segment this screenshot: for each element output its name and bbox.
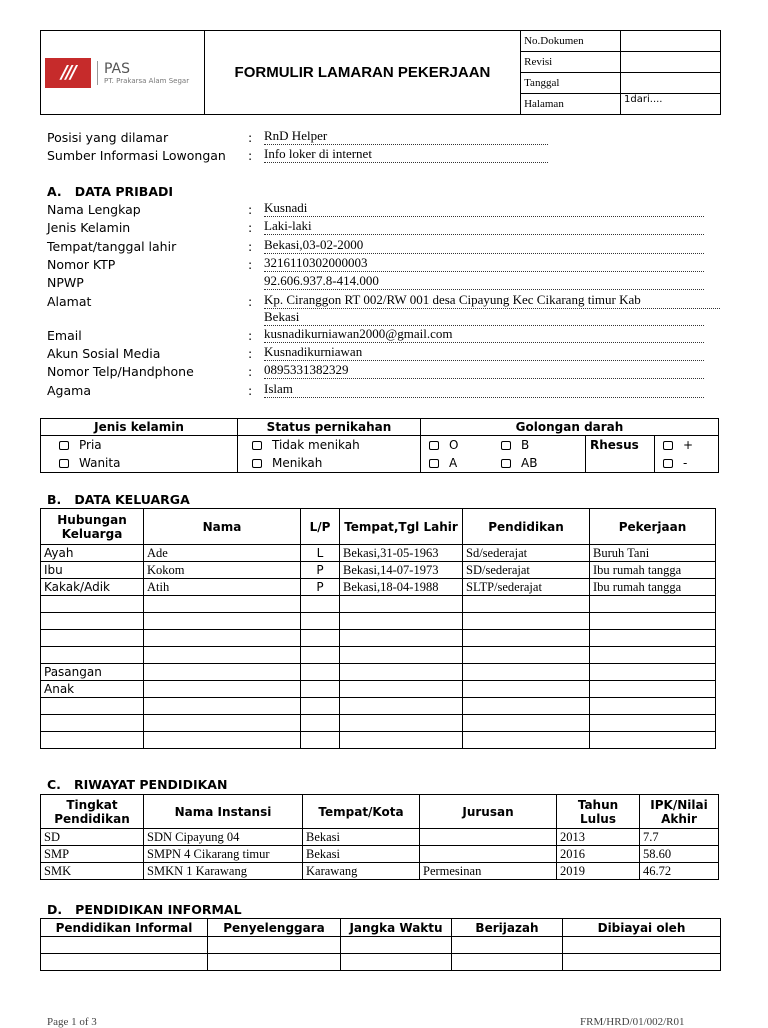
value-email: kusnadikurniawan2000@gmail.com bbox=[264, 326, 704, 343]
table-cell bbox=[340, 647, 463, 664]
table-cell bbox=[463, 630, 590, 647]
table-cell bbox=[341, 954, 452, 971]
table-cell bbox=[301, 596, 340, 613]
table-cell: Ibu bbox=[41, 562, 144, 579]
label-nama: Nama Lengkap bbox=[47, 202, 141, 217]
table-row bbox=[41, 562, 716, 579]
table-cell: P bbox=[301, 579, 340, 596]
label-jenis-kelamin: Jenis Kelamin bbox=[47, 220, 131, 235]
table-cell bbox=[590, 715, 716, 732]
edu-header: Tahun Lulus bbox=[557, 795, 640, 829]
rhesus-label: Rhesus bbox=[585, 436, 655, 472]
table-cell bbox=[340, 698, 463, 715]
table-row bbox=[41, 863, 719, 880]
table-cell bbox=[301, 647, 340, 664]
table-cell: Sd/sederajat bbox=[463, 545, 590, 562]
family-header: Nama bbox=[144, 509, 301, 545]
table-cell bbox=[144, 681, 301, 698]
informal-header: Jangka Waktu bbox=[341, 919, 452, 937]
section-c-title: C. RIWAYAT PENDIDIKAN bbox=[47, 777, 228, 792]
value-nama: Kusnadi bbox=[264, 200, 704, 217]
table-cell bbox=[144, 715, 301, 732]
value-agama: Islam bbox=[264, 381, 704, 398]
table-cell: SDN Cipayung 04 bbox=[144, 829, 303, 846]
table-cell: Ibu rumah tangga bbox=[590, 562, 716, 579]
label-alamat: Alamat bbox=[47, 294, 92, 309]
value-telp: 0895331382329 bbox=[264, 362, 704, 379]
table-cell bbox=[463, 613, 590, 630]
section-b-title: B. DATA KELUARGA bbox=[47, 492, 190, 507]
label-sosmed: Akun Sosial Media bbox=[47, 346, 161, 361]
education-table bbox=[40, 794, 719, 880]
family-header: Pendidikan bbox=[463, 509, 590, 545]
family-table bbox=[40, 508, 716, 749]
table-cell bbox=[340, 732, 463, 749]
table-cell bbox=[144, 596, 301, 613]
marital-options bbox=[238, 436, 421, 473]
family-header: Pekerjaan bbox=[590, 509, 716, 545]
edu-header: Tingkat Pendidikan bbox=[41, 795, 144, 829]
value-jenis-kelamin: Laki-laki bbox=[264, 218, 704, 235]
edu-header: IPK/Nilai Akhir bbox=[640, 795, 719, 829]
table-cell bbox=[420, 846, 557, 863]
checkbox-blood-ab[interactable]: AB bbox=[501, 456, 537, 470]
table-cell bbox=[301, 664, 340, 681]
table-cell bbox=[41, 613, 144, 630]
intro-value-sumber: Info loker di internet bbox=[264, 146, 548, 163]
company-full-name: PT. Prakarsa Alam Segar bbox=[104, 76, 190, 85]
field-colon: : bbox=[248, 257, 253, 272]
label-ttl: Tempat/tanggal lahir bbox=[47, 239, 177, 254]
table-cell: Bekasi bbox=[303, 846, 420, 863]
table-cell: SMKN 1 Karawang bbox=[144, 863, 303, 880]
table-cell: Bekasi,18-04-1988 bbox=[340, 579, 463, 596]
table-cell bbox=[301, 613, 340, 630]
informal-header: Dibiayai oleh bbox=[563, 919, 721, 937]
table-cell: 2016 bbox=[557, 846, 640, 863]
table-cell: SMP bbox=[41, 846, 144, 863]
value-ktp: 3216110302000003 bbox=[264, 255, 704, 272]
section-d-title: D. PENDIDIKAN INFORMAL bbox=[47, 902, 242, 917]
field-colon: : bbox=[248, 220, 253, 235]
status-table bbox=[40, 418, 719, 473]
table-cell: L bbox=[301, 545, 340, 562]
doc-label-nodokumen: No.Dokumen bbox=[521, 31, 621, 52]
table-cell: Permesinan bbox=[420, 863, 557, 880]
family-header: L/P bbox=[301, 509, 340, 545]
table-row bbox=[41, 630, 716, 647]
value-ttl: Bekasi,03-02-2000 bbox=[264, 237, 704, 254]
informal-header: Penyelenggara bbox=[208, 919, 341, 937]
company-logo-icon: /// bbox=[45, 58, 91, 88]
informal-header: Berijazah bbox=[452, 919, 563, 937]
table-cell: Ade bbox=[144, 545, 301, 562]
checkbox-icon bbox=[252, 441, 262, 450]
table-row bbox=[41, 545, 716, 562]
checkbox-icon bbox=[429, 459, 439, 468]
table-cell: 2019 bbox=[557, 863, 640, 880]
table-cell bbox=[340, 681, 463, 698]
table-cell bbox=[341, 937, 452, 954]
field-colon: : bbox=[248, 294, 253, 309]
table-cell bbox=[41, 647, 144, 664]
value-alamat: Kp. Ciranggon RT 002/RW 001 desa Cipayung Kec Cikarang timur Kab bbox=[264, 292, 720, 309]
label-ktp: Nomor KTP bbox=[47, 257, 116, 272]
table-row bbox=[41, 937, 721, 954]
table-cell: Ayah bbox=[41, 545, 144, 562]
table-cell bbox=[41, 937, 208, 954]
checkbox-menikah[interactable]: Menikah bbox=[252, 454, 417, 472]
table-cell: Kokom bbox=[144, 562, 301, 579]
value-alamat-line2: Bekasi bbox=[264, 309, 704, 326]
table-cell: Karawang bbox=[303, 863, 420, 880]
edu-header: Jurusan bbox=[420, 795, 557, 829]
table-cell bbox=[590, 613, 716, 630]
checkbox-tidak-menikah[interactable]: Tidak menikah bbox=[252, 436, 417, 454]
label-npwp: NPWP bbox=[47, 275, 84, 290]
table-row bbox=[41, 698, 716, 715]
checkbox-pria[interactable]: Pria bbox=[59, 436, 234, 454]
table-cell: 46.72 bbox=[640, 863, 719, 880]
checkbox-blood-a[interactable]: A bbox=[429, 454, 501, 472]
table-row bbox=[41, 681, 716, 698]
field-colon: : bbox=[248, 202, 253, 217]
label-agama: Agama bbox=[47, 383, 91, 398]
table-cell bbox=[301, 630, 340, 647]
table-row bbox=[41, 954, 721, 971]
status-header-blood: Golongan darah bbox=[421, 419, 719, 436]
table-row bbox=[41, 664, 716, 681]
family-body bbox=[41, 545, 716, 749]
table-cell: Bekasi bbox=[303, 829, 420, 846]
table-cell bbox=[301, 732, 340, 749]
table-cell bbox=[590, 681, 716, 698]
gender-options bbox=[41, 436, 238, 473]
field-colon: : bbox=[248, 328, 253, 343]
company-short-name: PAS bbox=[104, 60, 131, 77]
table-cell bbox=[463, 647, 590, 664]
table-cell: 2013 bbox=[557, 829, 640, 846]
doc-label-revisi: Revisi bbox=[521, 52, 621, 73]
informal-body bbox=[41, 937, 721, 971]
field-colon: : bbox=[248, 383, 253, 398]
checkbox-icon bbox=[501, 459, 511, 468]
table-cell bbox=[452, 937, 563, 954]
table-cell bbox=[463, 732, 590, 749]
table-cell bbox=[452, 954, 563, 971]
field-colon: : bbox=[248, 364, 253, 379]
intro-colon: : bbox=[248, 130, 253, 145]
logo-cell bbox=[41, 31, 205, 115]
table-cell bbox=[144, 647, 301, 664]
value-sosmed: Kusnadikurniawan bbox=[264, 344, 704, 361]
checkbox-icon bbox=[59, 441, 69, 450]
checkbox-rhesus-plus[interactable]: + bbox=[663, 436, 718, 454]
table-cell: Pasangan bbox=[41, 664, 144, 681]
edu-body bbox=[41, 829, 719, 880]
table-cell bbox=[590, 698, 716, 715]
checkbox-blood-b[interactable]: B bbox=[501, 438, 529, 452]
table-cell: 58.60 bbox=[640, 846, 719, 863]
checkbox-wanita[interactable]: Wanita bbox=[59, 454, 234, 472]
table-cell: SMK bbox=[41, 863, 144, 880]
table-cell bbox=[590, 664, 716, 681]
table-cell bbox=[563, 954, 721, 971]
informal-header: Pendidikan Informal bbox=[41, 919, 208, 937]
table-cell bbox=[144, 630, 301, 647]
table-row bbox=[41, 647, 716, 664]
checkbox-icon bbox=[252, 459, 262, 468]
status-header-marital: Status pernikahan bbox=[238, 419, 421, 436]
table-cell bbox=[208, 937, 341, 954]
status-header-gender: Jenis kelamin bbox=[41, 419, 238, 436]
table-cell bbox=[340, 664, 463, 681]
table-cell bbox=[301, 698, 340, 715]
table-row bbox=[41, 579, 716, 596]
table-cell bbox=[563, 937, 721, 954]
table-cell: 7.7 bbox=[640, 829, 719, 846]
table-cell bbox=[590, 732, 716, 749]
intro-label-sumber: Sumber Informasi Lowongan bbox=[47, 148, 226, 163]
table-cell bbox=[144, 613, 301, 630]
table-cell bbox=[41, 630, 144, 647]
intro-colon: : bbox=[248, 148, 253, 163]
table-cell bbox=[144, 664, 301, 681]
table-row bbox=[41, 732, 716, 749]
table-cell: Bekasi,14-07-1973 bbox=[340, 562, 463, 579]
footer-doc-code: FRM/HRD/01/002/R01 bbox=[580, 1016, 685, 1028]
label-email: Email bbox=[47, 328, 82, 343]
table-row bbox=[41, 829, 719, 846]
table-cell bbox=[590, 647, 716, 664]
table-cell: Kakak/Adik bbox=[41, 579, 144, 596]
table-cell: Ibu rumah tangga bbox=[590, 579, 716, 596]
table-cell bbox=[301, 681, 340, 698]
table-cell bbox=[463, 596, 590, 613]
table-cell bbox=[590, 596, 716, 613]
table-cell bbox=[463, 698, 590, 715]
family-header: Hubungan Keluarga bbox=[41, 509, 144, 545]
table-cell bbox=[463, 715, 590, 732]
table-cell: SLTP/sederajat bbox=[463, 579, 590, 596]
family-header: Tempat,Tgl Lahir bbox=[340, 509, 463, 545]
intro-value-posisi: RnD Helper bbox=[264, 128, 548, 145]
table-row bbox=[41, 715, 716, 732]
form-title: FORMULIR LAMARAN PEKERJAAN bbox=[204, 31, 520, 115]
table-cell bbox=[463, 681, 590, 698]
doc-value-halaman: 1dari.... bbox=[621, 94, 721, 115]
table-cell: Anak bbox=[41, 681, 144, 698]
footer-page-number: Page 1 of 3 bbox=[47, 1016, 97, 1028]
table-cell: Atih bbox=[144, 579, 301, 596]
checkbox-icon bbox=[663, 441, 673, 450]
table-cell bbox=[41, 954, 208, 971]
table-cell bbox=[340, 630, 463, 647]
value-npwp: 92.606.937.8-414.000 bbox=[264, 273, 704, 290]
doc-value-tanggal bbox=[621, 73, 721, 94]
table-cell bbox=[590, 630, 716, 647]
table-cell: SMPN 4 Cikarang timur bbox=[144, 846, 303, 863]
table-cell bbox=[463, 664, 590, 681]
field-colon: : bbox=[248, 346, 253, 361]
table-cell: SD/sederajat bbox=[463, 562, 590, 579]
checkbox-icon bbox=[59, 459, 69, 468]
blood-options bbox=[421, 436, 719, 473]
table-cell: SD bbox=[41, 829, 144, 846]
doc-label-halaman: Halaman bbox=[521, 94, 621, 115]
field-colon: : bbox=[248, 239, 253, 254]
table-cell bbox=[144, 698, 301, 715]
table-cell bbox=[41, 596, 144, 613]
intro-label-posisi: Posisi yang dilamar bbox=[47, 130, 169, 145]
table-cell bbox=[420, 829, 557, 846]
checkbox-icon bbox=[663, 459, 673, 468]
doc-value-revisi bbox=[621, 52, 721, 73]
edu-header: Nama Instansi bbox=[144, 795, 303, 829]
table-cell bbox=[340, 613, 463, 630]
table-cell bbox=[41, 698, 144, 715]
checkbox-icon bbox=[429, 441, 439, 450]
header-table bbox=[40, 30, 721, 115]
table-cell bbox=[41, 715, 144, 732]
checkbox-blood-o[interactable]: O bbox=[429, 436, 501, 454]
table-cell bbox=[301, 715, 340, 732]
table-cell bbox=[41, 732, 144, 749]
section-a-title: A. DATA PRIBADI bbox=[47, 184, 174, 199]
doc-label-tanggal: Tanggal bbox=[521, 73, 621, 94]
table-row bbox=[41, 596, 716, 613]
checkbox-icon bbox=[501, 441, 511, 450]
table-cell bbox=[340, 596, 463, 613]
label-telp: Nomor Telp/Handphone bbox=[47, 364, 194, 379]
table-cell bbox=[208, 954, 341, 971]
table-cell: P bbox=[301, 562, 340, 579]
doc-value-nodokumen bbox=[621, 31, 721, 52]
informal-table bbox=[40, 918, 721, 971]
edu-header: Tempat/Kota bbox=[303, 795, 420, 829]
table-cell bbox=[144, 732, 301, 749]
table-cell bbox=[340, 715, 463, 732]
table-cell: Bekasi,31-05-1963 bbox=[340, 545, 463, 562]
checkbox-rhesus-minus[interactable]: - bbox=[663, 454, 718, 472]
table-row bbox=[41, 613, 716, 630]
table-row bbox=[41, 846, 719, 863]
table-cell: Buruh Tani bbox=[590, 545, 716, 562]
